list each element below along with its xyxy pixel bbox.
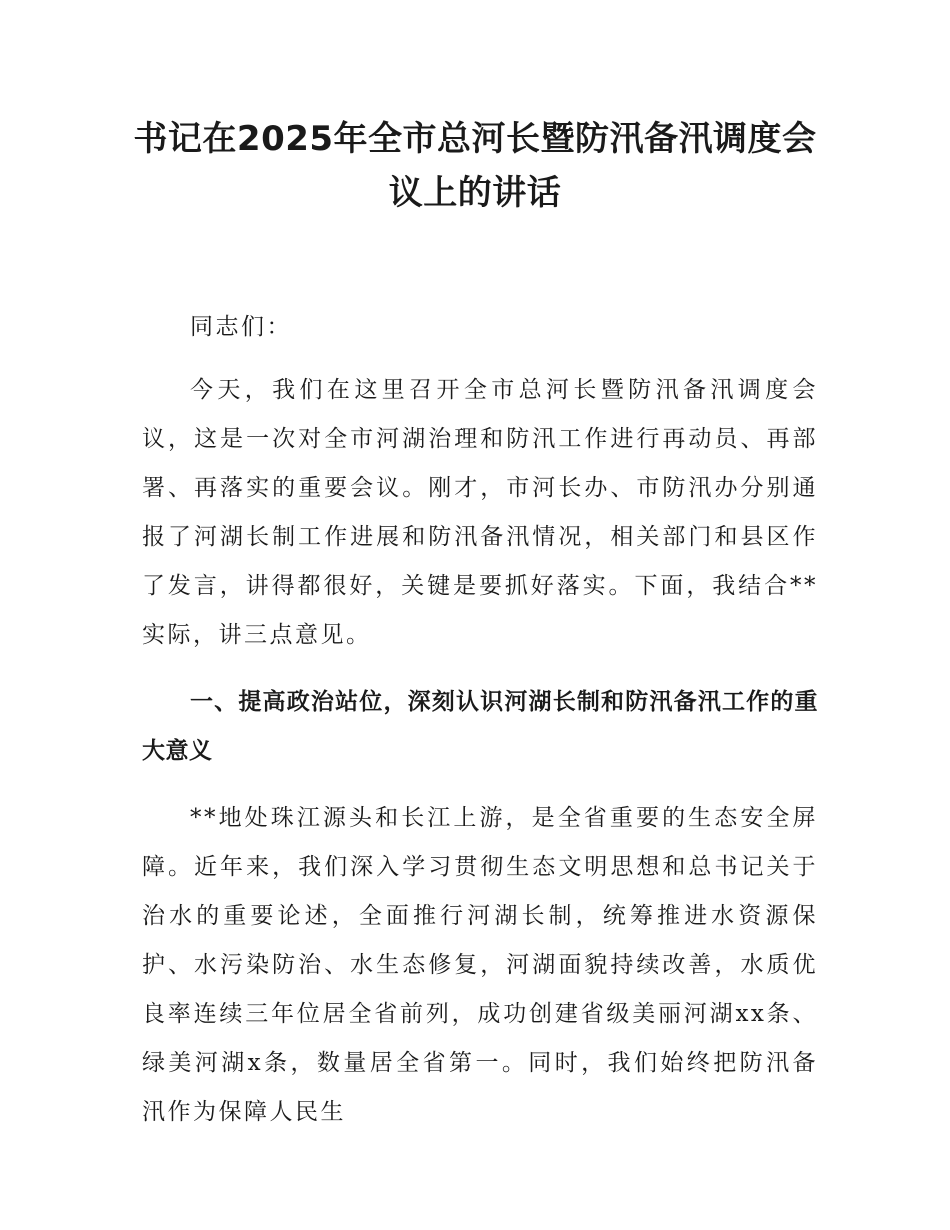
section-heading-1: 一、提高政治站位，深刻认识河湖长制和防汛备汛工作的重大意义 <box>142 689 818 764</box>
paragraph-intro: 今天，我们在这里召开全市总河长暨防汛备汛调度会议，这是一次对全市河湖治理和防汛工作进行再动员、再部署、再落实的重要会议。刚才，市河长办、市防汛办分别通报了河湖长制工作进展和防汛备汛情况，相关部门和县区作了发言，讲得都很好，关键是要抓好落实。下面，我结合**实际，讲三点意见。 <box>142 377 818 648</box>
paragraph-section-1: **地处珠江源头和长江上游，是全省重要的生态安全屏障。近年来，我们深入学习贯彻生态文明思想和总书记关于治水的重要论述，全面推行河湖长制，统筹推进水资源保护、水污染防治、水生态修复，河湖面貌持续改善，水质优良率连续三年位居全省前列，成功创建省级美丽河湖xx条、绿美河湖x条，数量居全省第一。同时，我们始终把防汛备汛作为保障人民生 <box>142 805 818 1125</box>
document-title: 书记在2025年全市总河长暨防汛备汛调度会议上的讲话 <box>133 119 817 213</box>
salutation: 同志们： <box>190 314 292 340</box>
